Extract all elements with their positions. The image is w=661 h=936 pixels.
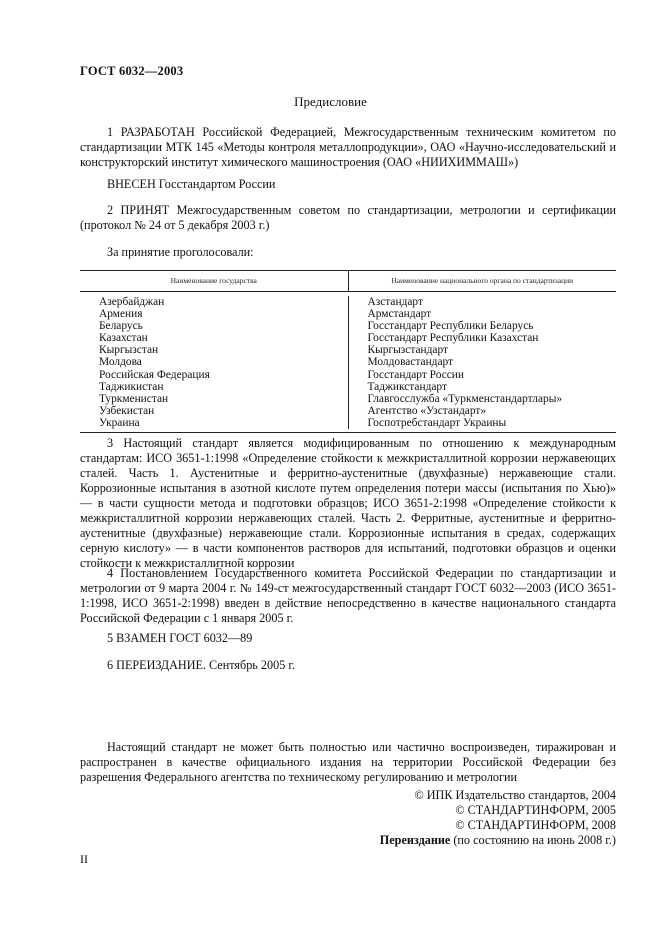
copyright-line: © СТАНДАРТИНФОРМ, 2005 (455, 803, 616, 817)
table-cell-body: Главгосслужба «Туркменстандартлары» (367, 392, 563, 405)
table-cell-body: Таджикстандарт (367, 380, 447, 393)
reissue-text: (по состоянию на июнь 2008 г.) (450, 833, 616, 847)
page-number: II (80, 852, 88, 866)
table-column-bodies (348, 296, 617, 429)
table-cell-state: Российская Федерация (99, 368, 210, 381)
table-cell-state: Таджикистан (99, 380, 164, 393)
paragraph-voted: За принятие проголосовали: (107, 245, 254, 259)
table-cell-state: Армения (99, 308, 143, 321)
table-cell-body: Молдовастандарт (367, 356, 454, 369)
table-header-row (80, 271, 616, 292)
table-header-state: Наименование государства (170, 276, 257, 285)
paragraph-adopted: 2 ПРИНЯТ Межгосударственным советом по стандартизации, метрологии и сертификации (протокол № 24 от 5 декабря 2003 г.) (80, 203, 616, 232)
table-column-states (80, 296, 348, 429)
table-cell-body: Армстандарт (367, 308, 432, 321)
table-cell-state: Кыргызстан (99, 344, 159, 357)
table-cell-state: Казахстан (99, 332, 148, 345)
paragraph-introduced: ВНЕСЕН Госстандартом России (107, 177, 276, 191)
copyright-line: © СТАНДАРТИНФОРМ, 2008 (455, 818, 616, 832)
table-cell-state: Беларусь (99, 320, 143, 333)
table-cell-body: Кыргызстандарт (367, 344, 448, 357)
document-header: ГОСТ 6032—2003 (80, 64, 184, 78)
table-cell-body: Агентство «Узстандарт» (367, 404, 487, 417)
table-cell-state: Узбекистан (99, 404, 155, 417)
table-body (80, 292, 616, 432)
table-cell-body: Госстандарт Республики Беларусь (367, 320, 534, 333)
voting-table (80, 270, 616, 433)
table-cell-body: Госстандарт России (367, 368, 464, 381)
table-cell-state: Украина (99, 416, 140, 429)
paragraph-resolution: 4 Постановлением Государственного комитета Российской Федерации по стандартизации и метрологии от 9 марта 2004 г. № 149-ст межгосударственный стандарт ГОСТ 6032—2003 (ИСО 3651-1:1998, ИСО 3651-2:1998) введен в действие непосредственно в качестве национального стандарта Российской Федерации с 1 января 2005 г. (80, 566, 616, 625)
paragraph-copyright-notice: Настоящий стандарт не может быть полностью или частично воспроизведен, тиражирован и распространен в качестве официального издания на территории Российской Федерации без разрешения Федерального агентства по техническому регулированию и метрологии (80, 740, 616, 784)
table-cell-state: Азербайджан (99, 296, 165, 308)
table-cell-body: Азстандарт (367, 296, 423, 308)
table-cell-body: Госстандарт Республики Казахстан (367, 332, 539, 345)
reissue-label: Переиздание (379, 833, 451, 847)
paragraph-modified: 3 Настоящий стандарт является модифицированным по отношению к международным стандартам: ИСО 3651-1:1998 «Определение стойкости к межкристаллитной коррозии нержавеющих сталей. Часть 1. Аустенитные и ферритно-аустенитные (двухфазные) нержавеющие стали. Коррозионные испытания в азотной кислоте путем определения потери массы (испытания по Хью)» — в части сущности метода и подготовки образцов; ИСО 3651-2:1998 «Определение стойкости к межкристаллитной коррозии нержавеющих сталей. Часть 2. Ферритные, аустенитные и ферритно-аустенитные (двухфазные) нержавеющие стали. Коррозионные испытания в средах, содержащих серную кислоту» — в части компонентов растворов для испытаний, подготовки образцов и оценки стойкости к межкристаллитной коррозии (80, 436, 616, 570)
table-cell-state: Молдова (99, 356, 142, 369)
table-cell-state: Туркменистан (99, 392, 169, 405)
paragraph-reissue: 6 ПЕРЕИЗДАНИЕ. Сентябрь 2005 г. (107, 658, 295, 672)
copyright-line: © ИПК Издательство стандартов, 2004 (414, 788, 616, 802)
copyright-block (380, 788, 616, 848)
table-cell-body: Госпотребстандарт Украины (367, 416, 507, 429)
reissue-line (380, 833, 616, 848)
table-header-body: Наименование национального органа по стандартизации (348, 271, 617, 291)
section-title: Предисловие (294, 94, 367, 109)
paragraph-replaces: 5 ВЗАМЕН ГОСТ 6032—89 (107, 631, 253, 645)
paragraph-developed: 1 РАЗРАБОТАН Российской Федерацией, Межгосударственным техническим комитетом по стандартизации МТК 145 «Методы контроля металлопродукции», ОАО «Научно-исследовательский и конструкторский институт химического машиностроения (ОАО «НИИХИММАШ») (80, 125, 616, 169)
